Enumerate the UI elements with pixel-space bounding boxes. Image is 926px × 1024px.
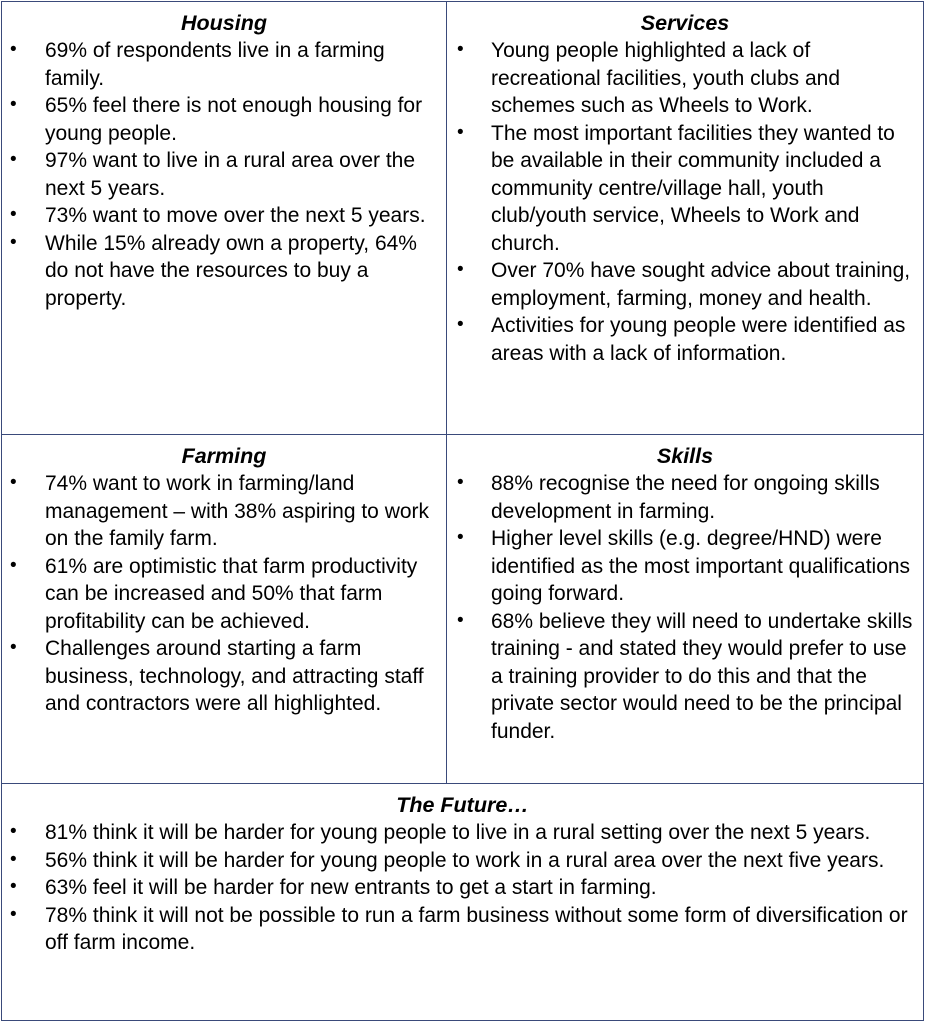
list-item: • While 15% already own a property, 64% do not have the resources to buy a property. bbox=[10, 231, 417, 310]
bullet-icon: • bbox=[457, 39, 464, 60]
bullet-icon: • bbox=[10, 821, 17, 842]
bullet-icon: • bbox=[457, 609, 464, 631]
list-item: • 73% want to move over the next 5 years. bbox=[10, 204, 426, 227]
housing-list bbox=[2, 37, 446, 312]
list-item: • 56% think it will be harder for young people to work in a rural area over the next five years. bbox=[10, 848, 885, 872]
bullet-icon: • bbox=[457, 259, 464, 280]
bullet-icon: • bbox=[10, 472, 17, 493]
list-item: • Activities for young people were identified as areas with a lack of information. bbox=[457, 314, 906, 365]
bullet-icon: • bbox=[10, 149, 17, 170]
skills-list bbox=[447, 470, 923, 745]
bullet-icon: • bbox=[457, 121, 464, 143]
list-item: • 69% of respondents live in a farming family. bbox=[10, 39, 385, 90]
farming-heading: Farming bbox=[181, 444, 267, 468]
farming-list bbox=[2, 470, 446, 718]
list-item: • 78% think it will not be possible to run a farm business without some form of diversification or off farm income. bbox=[10, 903, 908, 954]
list-item: • 97% want to live in a rural area over the next 5 years. bbox=[10, 149, 416, 200]
bullet-icon: • bbox=[10, 637, 17, 658]
bullet-icon: • bbox=[10, 39, 17, 60]
future-section bbox=[2, 784, 923, 1020]
farming-section bbox=[2, 435, 447, 784]
housing-heading: Housing bbox=[181, 11, 267, 35]
housing-section bbox=[2, 2, 447, 435]
skills-section bbox=[447, 435, 923, 784]
bullet-icon: • bbox=[10, 848, 17, 870]
skills-heading: Skills bbox=[656, 444, 714, 468]
bullet-icon: • bbox=[457, 527, 464, 548]
bullet-icon: • bbox=[10, 876, 17, 897]
bullet-icon: • bbox=[10, 554, 17, 576]
bullet-icon: • bbox=[10, 903, 17, 925]
list-item: • Challenges around starting a farm business, technology, and attracting staff and contractors were all highlighted. bbox=[10, 637, 424, 715]
bullet-icon: • bbox=[457, 314, 464, 335]
list-item: • 81% think it will be harder for young people to live in a rural setting over the next 5 years. bbox=[10, 821, 871, 844]
list-item: • 65% feel there is not enough housing for young people. bbox=[10, 94, 423, 145]
list-item: • 74% want to work in farming/land management – with 38% aspiring to work on the family farm. bbox=[10, 472, 430, 550]
list-item: • 68% believe they will need to undertake skills training - and stated they would prefer to use a training provider to do this and that the private sector would need to be the principal funder. bbox=[457, 609, 913, 743]
bullet-icon: • bbox=[10, 231, 17, 253]
list-item: • Young people highlighted a lack of recreational facilities, youth clubs and schemes such as Wheels to Work. bbox=[457, 39, 841, 117]
list-item: • Over 70% have sought advice about training, employment, farming, money and health. bbox=[457, 259, 911, 310]
list-item: • 63% feel it will be harder for new entrants to get a start in farming. bbox=[10, 876, 657, 899]
bullet-icon: • bbox=[457, 472, 464, 493]
list-item: • 61% are optimistic that farm productivity can be increased and 50% that farm profitability can be achieved. bbox=[10, 554, 418, 633]
list-item: • 88% recognise the need for ongoing skills development in farming. bbox=[457, 472, 880, 523]
bullet-icon: • bbox=[10, 94, 17, 115]
list-item: • Higher level skills (e.g. degree/HND) were identified as the most important qualifications going forward. bbox=[457, 527, 911, 605]
services-section bbox=[447, 2, 923, 435]
summary-table bbox=[1, 1, 924, 1021]
services-list bbox=[447, 37, 923, 367]
future-list bbox=[2, 819, 923, 957]
future-heading: The Future… bbox=[396, 793, 529, 817]
bullet-icon: • bbox=[10, 204, 17, 225]
services-heading: Services bbox=[640, 11, 730, 35]
list-item: • The most important facilities they wanted to be available in their community included a community centre/village hall, youth club/youth service, Wheels to Work and church. bbox=[457, 121, 895, 255]
